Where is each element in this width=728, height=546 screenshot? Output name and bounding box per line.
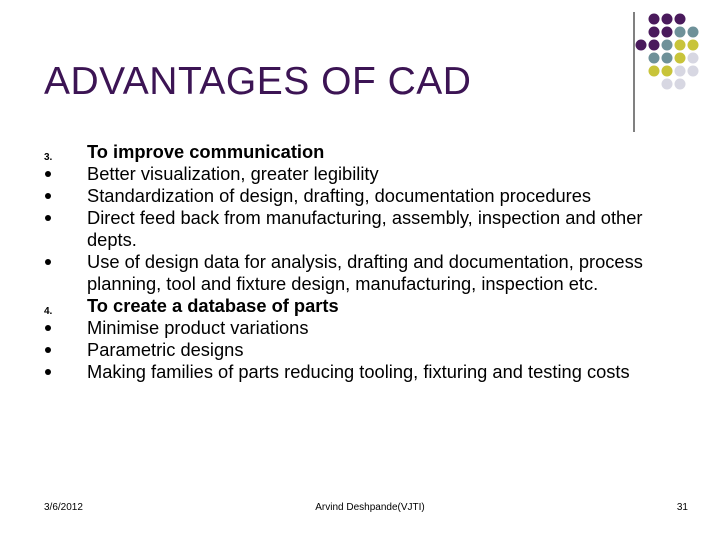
item-number: 3. <box>44 152 53 163</box>
bullet-item <box>44 207 684 251</box>
bullet-item <box>44 185 684 207</box>
numbered-heading <box>44 141 684 163</box>
bullet-item <box>44 163 684 185</box>
item-text: To create a database of parts <box>87 295 339 316</box>
dot-row-2 <box>649 27 699 38</box>
item-text: To improve communication <box>87 141 325 162</box>
slide-title: ADVANTAGES OF CAD <box>44 60 472 103</box>
item-text: Minimise product variations <box>87 317 309 338</box>
bullet-item <box>44 361 684 383</box>
dot-row-6 <box>662 79 686 90</box>
item-number: 4. <box>44 306 53 317</box>
dot-row-5 <box>649 66 699 77</box>
bullet-item <box>44 339 684 361</box>
item-text: Use of design data for analysis, drafting and documentation, process planning, tool and fixture design, manufacturing, inspection etc. <box>87 251 643 294</box>
bullet-item <box>44 251 684 295</box>
item-text: Better visualization, greater legibility <box>87 163 379 184</box>
footer-date: 3/6/2012 <box>44 502 83 513</box>
dot-row-3 <box>636 40 699 51</box>
item-text: Standardization of design, drafting, documentation procedures <box>87 185 592 206</box>
bullet-list <box>44 141 684 383</box>
bullet-item <box>44 317 684 339</box>
dot-row-4 <box>649 53 699 64</box>
numbered-heading <box>44 295 684 317</box>
item-text: Parametric designs <box>87 339 244 360</box>
footer-page-number: 31 <box>676 502 688 513</box>
dot-row-1 <box>649 14 686 25</box>
footer-author: Arvind Deshpande(VJTI) <box>315 502 425 513</box>
item-text: Making families of parts reducing tooling, fixturing and testing costs <box>87 361 630 382</box>
item-text: Direct feed back from manufacturing, assembly, inspection and other depts. <box>87 207 643 250</box>
